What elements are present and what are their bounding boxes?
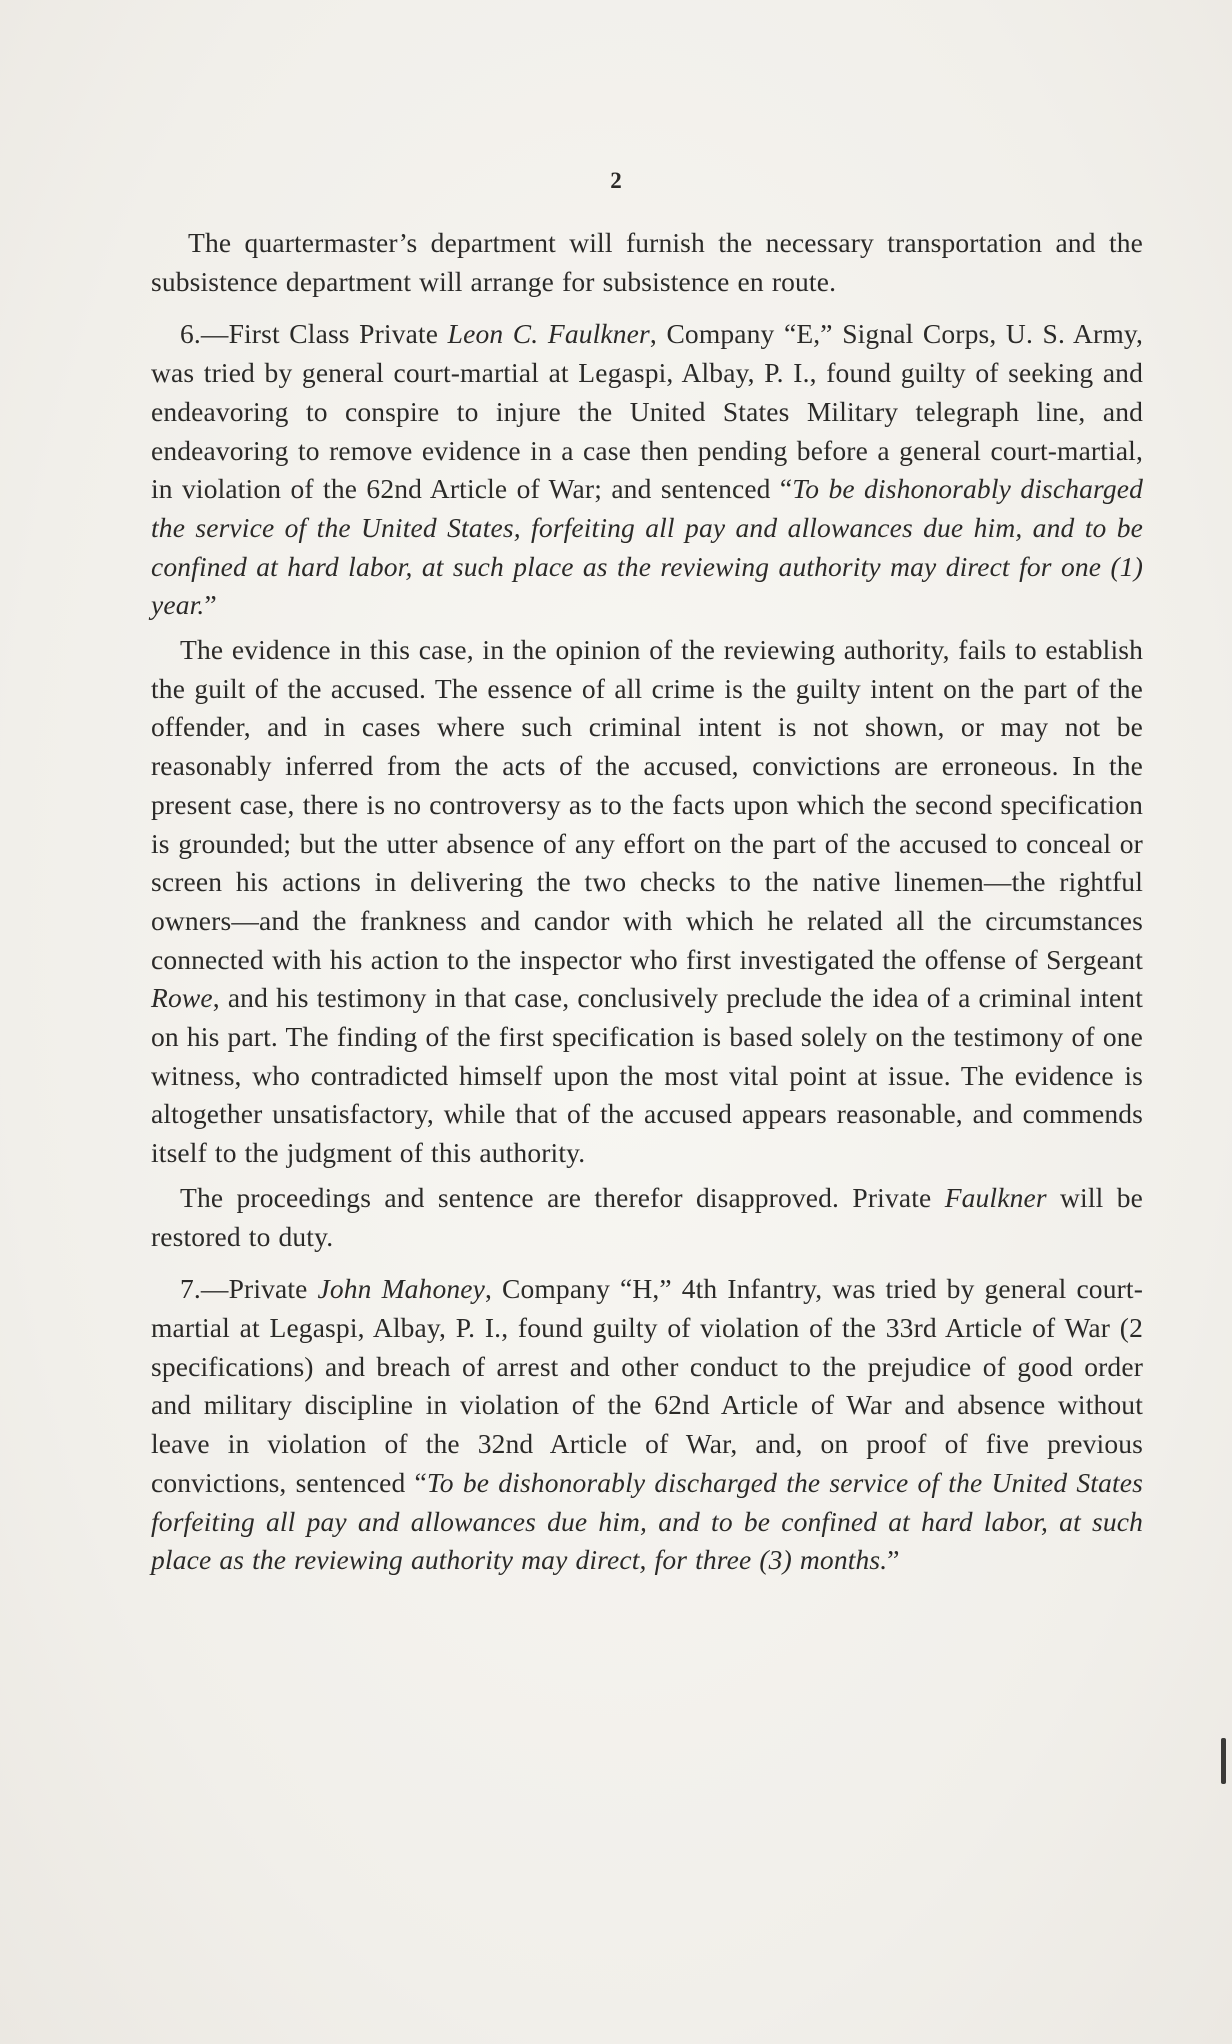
sentence-quote: To be dishonorably discharged the service of the United States, forfeiting all pay and allowances due him, and to be confined at hard labor, at such place as the reviewing authority may direct for one (1) year. xyxy=(151,473,1143,621)
paragraph-text: 6.—First Class Private xyxy=(180,318,448,350)
paragraph-text: The proceedings and sentence are therefor disapproved. Private xyxy=(180,1181,945,1213)
paragraph-item-6 xyxy=(151,315,1143,625)
page-number: 2 xyxy=(610,168,622,193)
person-name: Rowe xyxy=(151,982,213,1014)
paragraph-text: , Company “H,” 4th Infantry, was tried by general court-martial at Legaspi, Albay, P. I., found guilty of violation of the 33rd Article of War (2 specifications) and breach of arrest and other conduct to the prejudice of good order and military discipline in violation of the 62nd Article of War and absence without leave in violation of the 32nd Article of War, and, on proof of five previous convictions, sentenced “ xyxy=(151,1273,1144,1498)
paragraph-text: The quartermaster’s department will furnish the necessary transportation and the subsistence department will arrange for subsistence en route. xyxy=(151,227,1143,297)
person-name: Leon C. Faulkner xyxy=(447,318,650,350)
paragraph-text: , and his testimony in that case, conclusively preclude the idea of a criminal intent on his part. The finding of the first specification is based solely on the testimony of one witness, who contradicted himself upon the most vital point at issue. The evidence is altogether unsatisfactory, while that of the accused appears reasonable, and commends itself to the judgment of this authority. xyxy=(151,982,1143,1169)
paragraph-transportation xyxy=(151,224,1143,301)
paragraph-disapproval xyxy=(151,1179,1143,1256)
sentence-quote: To be dishonorably discharged the service of the United States forfeiting all pay and allowances due him, and to be confined at hard labor, at such place as the reviewing authority may direct, for three (3) months. xyxy=(151,1466,1143,1576)
closing-quote: ” xyxy=(887,1544,900,1576)
scan-edge-mark xyxy=(1221,1738,1226,1784)
closing-quote: ” xyxy=(204,589,217,621)
paragraph-review-opinion xyxy=(151,631,1143,1173)
paragraph-item-7 xyxy=(151,1270,1143,1580)
paragraph-text: will be restored to duty. xyxy=(151,1181,1144,1252)
paragraph-text: , Company “E,” Signal Corps, U. S. Army, was tried by general court-martial at Legaspi, Albay, P. I., found guilty of seeking and endeavoring to conspire to injure the United States Military telegraph line, and endeavoring to remove evidence in a case then pending before a general court-martial, in violation of the 62nd Article of War; and sentenced “ xyxy=(151,318,1143,505)
paragraph-text: 7.—Private xyxy=(180,1273,318,1305)
body-text xyxy=(151,224,1143,1586)
paragraph-text: The evidence in this case, in the opinion of the reviewing authority, fails to establish the guilt of the accused. The essence of all crime is the guilty intent on the part of the offender, and in cases where such criminal intent is not shown, or may not be reasonably inferred from the acts of the accused, convictions are erroneous. In the present case, there is no controversy as to the facts upon which the second specification is grounded; but the utter absence of any effort on the part of the accused to conceal or screen his actions in delivering the two checks to the native linemen—the rightful owners—and the frankness and candor with which he related all the circumstances connected with his action to the inspector who first investigated the offense of Sergeant xyxy=(151,634,1143,975)
person-name: Faulkner xyxy=(944,1181,1047,1213)
person-name: John Mahoney xyxy=(317,1273,485,1305)
